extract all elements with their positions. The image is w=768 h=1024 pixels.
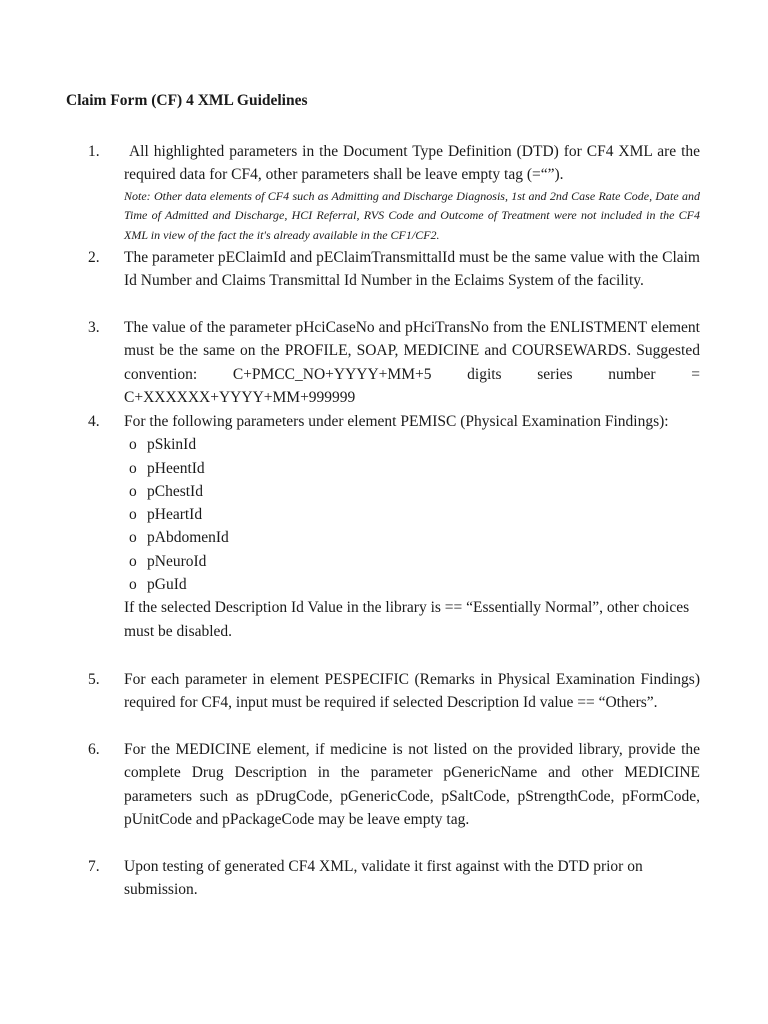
item-followup-text: If the selected Description Id Value in the library is == “Essentially Normal”, other choices must be disabled. <box>124 599 690 640</box>
bullet-icon: o <box>129 482 137 500</box>
guideline-item-2 <box>88 246 700 293</box>
guideline-item-6 <box>88 738 700 831</box>
item-number: 1. <box>88 143 100 160</box>
bullet-icon: o <box>129 459 137 477</box>
item-text: The parameter pEClaimId and pEClaimTransmittalId must be the same value with the Claim Id Number and Claims Transmittal Id Number in the Eclaims System of the facility. <box>124 249 700 290</box>
list-item: o pNeuroId <box>124 550 700 573</box>
item-text: All highlighted parameters in the Document Type Definition (DTD) for CF4 XML are the required data for CF4, other parameters shall be leave empty tag (=“”). <box>124 143 704 184</box>
bullet-icon: o <box>129 436 137 454</box>
item-text: Upon testing of generated CF4 XML, validate it first against with the DTD prior on submission. <box>124 858 643 899</box>
guideline-item-3 <box>88 316 700 409</box>
list-item: o pSkinId <box>124 433 700 456</box>
item-number: 3. <box>88 319 100 336</box>
item-text: The value of the parameter pHciCaseNo and pHciTransNo from the ENLISTMENT element must be the same on the PROFILE, SOAP, MEDICINE and COURSEWARDS. Suggested convention: C+PMCC_NO+YYYY+MM+5 digits series number = C+XXXXXX+YYYY+MM+999999 <box>124 319 700 406</box>
guideline-item-5 <box>88 668 700 715</box>
bullet-icon: o <box>129 529 137 547</box>
item-number: 5. <box>88 671 100 688</box>
item-number: 6. <box>88 741 100 758</box>
item-number: 4. <box>88 413 100 430</box>
list-item: o pAbdomenId <box>124 526 700 549</box>
bullet-icon: o <box>129 552 137 570</box>
parameter-list <box>124 433 700 596</box>
item-text: For the MEDICINE element, if medicine is not listed on the provided library, provide the complete Drug Description in the parameter pGenericName and other MEDICINE parameters such as pDrugCode, pGenericCode, pSaltCode, pStrengthCode, pFormCode, pUnitCode and pPackageCode may be leave empty tag. <box>124 741 700 828</box>
guideline-item-4 <box>88 410 700 643</box>
list-item: o pHeentId <box>124 457 700 480</box>
guideline-item-1 <box>88 140 704 245</box>
item-number: 7. <box>88 858 100 875</box>
item-note: Note: Other data elements of CF4 such as Admitting and Discharge Diagnosis, 1st and 2nd Case Rate Code, Date and Time of Admitted and Discharge, HCI Referral, RVS Code and Outcome of Treatment were not included in the CF4 XML in view of the fact the it's already available in the CF1/CF2. <box>124 188 700 242</box>
item-number: 2. <box>88 249 100 266</box>
list-item: o pChestId <box>124 480 700 503</box>
bullet-icon: o <box>129 576 137 594</box>
list-item: o pGuId <box>124 573 700 596</box>
item-text: For each parameter in element PESPECIFIC (Remarks in Physical Examination Findings) required for CF4, input must be required if selected Description Id value == “Others”. <box>124 671 700 712</box>
bullet-icon: o <box>129 506 137 524</box>
list-item: o pHeartId <box>124 503 700 526</box>
item-text: For the following parameters under element PEMISC (Physical Examination Findings): <box>124 413 669 430</box>
guideline-item-7 <box>88 855 700 902</box>
document-title: Claim Form (CF) 4 XML Guidelines <box>66 92 308 109</box>
